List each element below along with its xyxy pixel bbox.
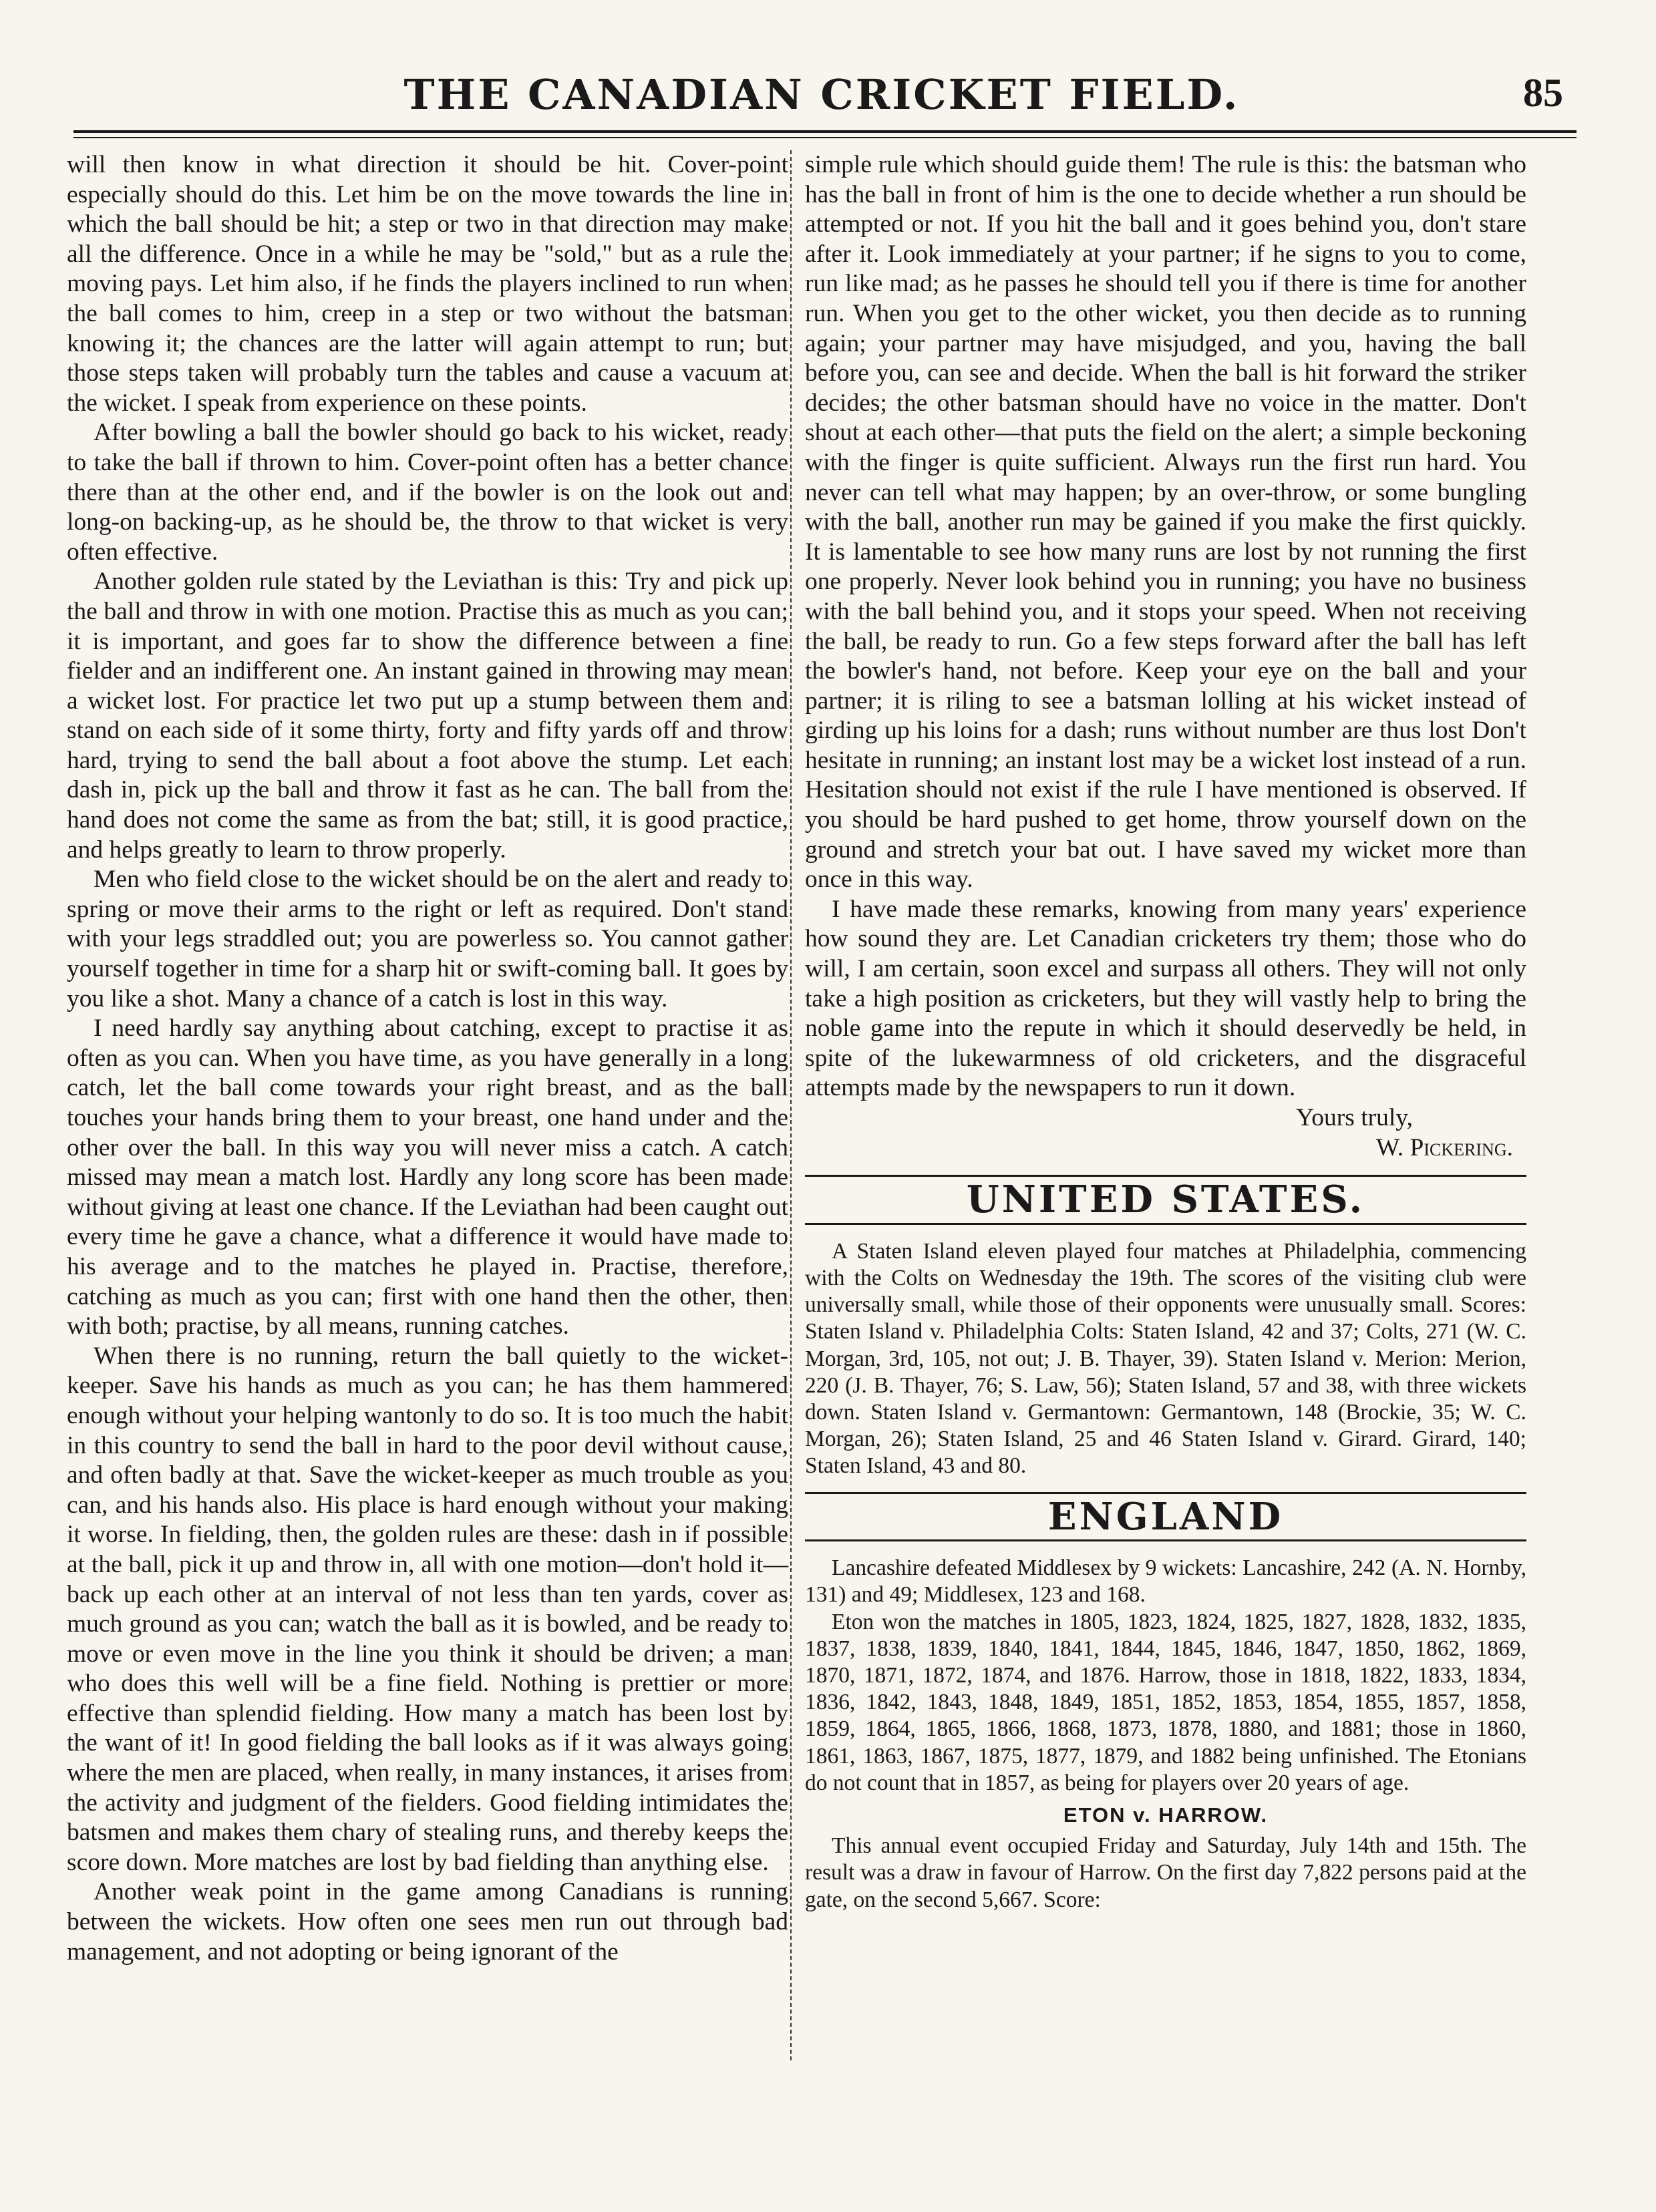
paragraph: After bowling a ball the bowler should go back to his wicket, ready to take the ball if thrown to him. Cover-point often has a better chance there than at the other end, and if the bowler is on the look out and long-on backing-up, as he should be, the throw to that wicket is very often effective.	[67, 419, 788, 566]
paragraph: Another golden rule stated by the Leviathan is this: Try and pick up the ball and throw in with one motion. Practise this as much as you can; it is important, and goes far to show the difference between a fine fielder and an indifferent one. An instant gained in throwing may mean a wicket lost. For practice let two put up a stump between them and stand on each side of it some thirty, forty and fifty yards off and throw hard, trying to send the ball about a foot above the stump. Let each dash in, pick up the ball and throw it fast as he can. The ball from the hand does not come the same as from the bat; still, it is good practice, and helps greatly to learn to throw properly.	[67, 568, 788, 864]
section-heading-united-states: UNITED STATES.	[805, 1175, 1526, 1225]
page-number: 85	[1523, 71, 1563, 115]
section-heading-england: ENGLAND	[805, 1492, 1526, 1542]
column-divider	[790, 150, 792, 2060]
right-column	[805, 150, 1526, 1913]
england-body	[805, 1555, 1526, 1913]
paragraph: Lancashire defeated Middlesex by 9 wickets: Lancashire, 242 (A. N. Hornby, 131) and 49; Middlesex, 123 and 168.	[805, 1555, 1526, 1608]
header-rule	[73, 130, 1577, 138]
paragraph: will then know in what direction it should be hit. Cover-point especially should do this. Let him be on the move towards the line in which the ball should be hit; a step or two in that direction may make all the difference. Once in a while he may be "sold," but as a rule the moving pays. Let him also, if he finds the players inclined to run when the ball comes to him, creep in a step or two without the batsman knowing it; the chances are the latter will again attempt to run; but those steps taken will probably turn the tables and cause a vacuum at the wicket. I speak from experience on these points.	[67, 151, 788, 417]
letter-signature	[805, 1133, 1526, 1163]
letter-signoff: Yours truly,	[1295, 1104, 1413, 1131]
paragraph: simple rule which should guide them! The rule is this: the batsman who has the ball in front of him is the one to decide whether a run should be attempted or not. If you hit the ball and it goes behind you, don't stare after it. Look immediately at your partner; if he signs to you to come, run like mad; as he passes he should tell you if there is time for another run. When you get to the other wicket, you then decide as to running again; your partner may have misjudged, and you, having the ball before you, can see and decide. When the ball is hit forward the striker decides; the other batsman should have no voice in the matter. Don't shout at each other—that puts the field on the alert; a simple beckoning with the finger is quite sufficient. Always run the first run hard. You never can tell what may happen; by an over-throw, or some bungling with the ball, another run may be gained if you make the first quickly. It is lamentable to see how many runs are lost by not running the first one properly. Never look behind you in running; you have no business with the ball behind you, and it stops your speed. When not receiving the ball, be ready to run. Go a few steps forward after the ball has left the bowler's hand, not before. Keep your eye on the ball and your partner; it is riling to see a batsman lolling at his wicket instead of girding up his loins for a dash; runs without number are thus lost Don't hesitate in running; an instant lost may be a wicket lost instead of a run. Hesitation should not exist if the rule I have mentioned is observed. If you should be hard pushed to get home, throw yourself down on the ground and stretch your bat out. I have saved my wicket more than once in this way.	[805, 151, 1526, 894]
masthead	[80, 63, 1563, 124]
signature-name: W. Pickering.	[1375, 1133, 1513, 1161]
paragraph: Eton won the matches in 1805, 1823, 1824, 1825, 1827, 1828, 1832, 1835, 1837, 1838, 1839, 1840, 1841, 1844, 1845, 1846, 1847, 1850, 1862, 1869, 1870, 1871, 1872, 1874, and 1876. Harrow, those in 1818, 1822, 1833, 1834, 1836, 1842, 1843, 1848, 1849, 1851, 1852, 1853, 1854, 1855, 1857, 1858, 1859, 1864, 1865, 1866, 1868, 1873, 1878, 1880, and 1881; those in 1860, 1861, 1863, 1867, 1875, 1877, 1879, and 1882 being unfinished. The Etonians do not count that in 1857, as being for players over 20 years of age.	[805, 1609, 1526, 1795]
left-column	[67, 150, 788, 1967]
running-title: THE CANADIAN CRICKET FIELD.	[403, 70, 1240, 119]
paragraph: Men who field close to the wicket should be on the alert and ready to spring or move their arms to the right or left as required. Don't stand with your legs straddled out; you are powerless so. You cannot gather yourself together in time for a sharp hit or swift-coming ball. It goes by you like a shot. Many a chance of a catch is lost in this way.	[67, 866, 788, 1012]
subheading-eton-harrow: ETON v. HARROW.	[1063, 1803, 1269, 1827]
paragraph: Another weak point in the game among Canadians is running between the wickets. How often one sees men run out through bad management, and not adopting or being ignorant of the	[67, 1878, 788, 1966]
paragraph: I need hardly say anything about catching, except to practise it as often as you can. When you have time, as you have generally in a long catch, let the ball come towards your right breast, and as the ball touches your hands bring them to your breast, one hand under and the other over the ball. In this way you will never miss a catch. A catch missed may mean a match lost. Hardly any long score has been made without giving at least one chance. If the Leviathan had been caught out every time he gave a chance, what a difference it would have made to his average and to the matches he played in. Practise, therefore, catching as much as you can; first with one hand then the other, then with both; practise, by all means, running catches.	[67, 1015, 788, 1340]
paragraph: A Staten Island eleven played four matches at Philadelphia, commencing with the Colts on Wednesday the 19th. The scores of the visiting club were universally small, while those of their opponents were unusually small. Scores: Staten Island v. Philadelphia Colts: Staten Island, 42 and 37; Colts, 271 (W. C. Morgan, 3rd, 105, not out; J. B. Thayer, 39). Staten Island v. Merion: Merion, 220 (J. B. Thayer, 76; S. Law, 56); Staten Island, 57 and 38, with three wickets down. Staten Island v. Germantown: Germantown, 148 (Brockie, 35; W. C. Morgan, 26); Staten Island, 25 and 46 Staten Island v. Girard. Girard, 140; Staten Island, 43 and 80.	[805, 1238, 1526, 1479]
paragraph: This annual event occupied Friday and Saturday, July 14th and 15th. The result was a draw in favour of Harrow. On the first day 7,822 persons paid at the gate, on the second 5,667. Score:	[805, 1833, 1526, 1912]
paragraph: When there is no running, return the ball quietly to the wicket-keeper. Save his hands as much as you can; he has them hammered enough without your helping wantonly to do so. It is too much the habit in this country to send the ball in hard to the poor devil without cause, and often badly at that. Save the wicket-keeper as much trouble as you can, and his hands also. His place is hard enough without your making it worse. In fielding, then, the golden rules are these: dash in if possible at the ball, pick it up and throw in, all with one motion—don't hold it—back up each other at an interval of not less than ten yards, cover as much ground as you can; watch the ball as it is bowled, and be ready to move or even move in the line you think it should be driven; a man who does this well will be a fine field. Nothing is prettier or more effective than splendid fielding. How many a match has been lost by the want of it! In good fielding the ball looks as if it was always going where the men are placed, when really, in many instances, it arises from the activity and judgment of the fielders. Good fielding intimidates the batsmen and makes them chary of stealing runs, and thereby keeps the score down. More matches are lost by bad fielding than anything else.	[67, 1342, 788, 1876]
united-states-body	[805, 1238, 1526, 1480]
paragraph: I have made these remarks, knowing from many years' experience how sound they are. Let Canadian cricketers try them; those who do will, I am certain, soon excel and surpass all others. They will not only take a high position as cricketers, but they will vastly help to bring the noble game into the repute in which it should deservedly be held, in spite of the lukewarmness of old cricketers, and the disgraceful attempts made by the newspapers to run it down.	[805, 895, 1526, 1102]
